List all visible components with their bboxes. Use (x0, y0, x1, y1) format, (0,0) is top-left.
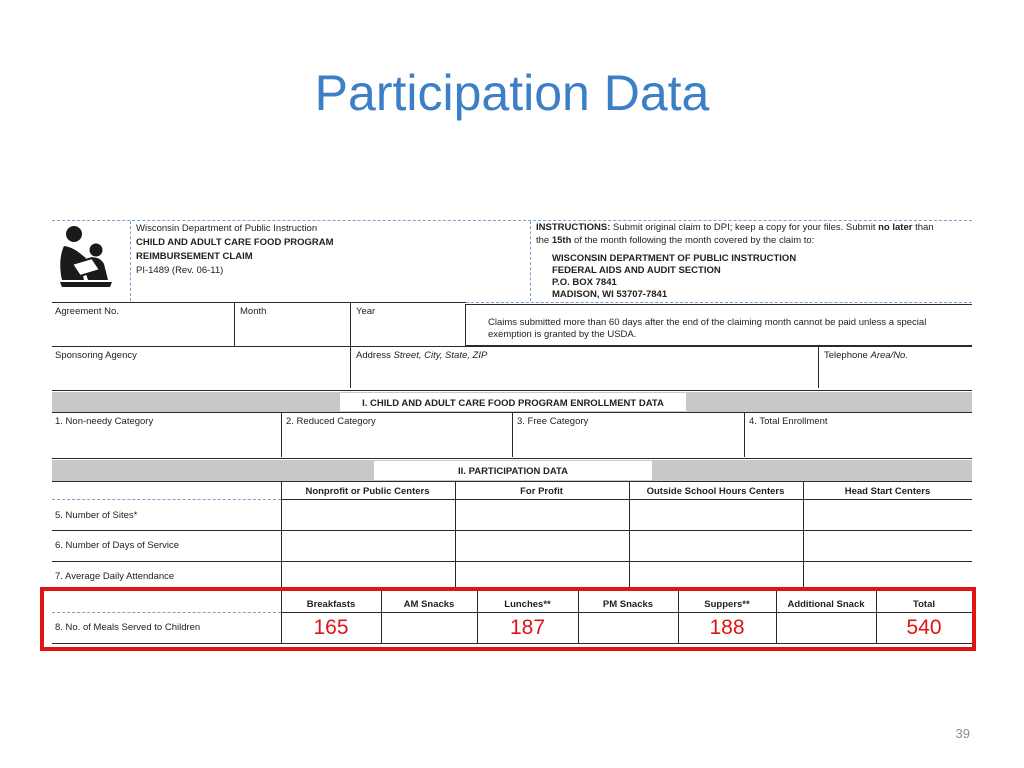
section-2-title: II. PARTICIPATION DATA (458, 466, 568, 477)
mail-address-line-1: WISCONSIN DEPARTMENT OF PUBLIC INSTRUCTION (552, 253, 797, 264)
slide-title: Participation Data (314, 65, 710, 121)
total-value[interactable]: 540 (906, 616, 942, 639)
col-lunches: Lunches** (504, 599, 551, 610)
section-1-title: I. CHILD AND ADULT CARE FOOD PROGRAM ENROLLMENT DATA (362, 398, 664, 409)
col-outside-school-hours: Outside School Hours Centers (646, 486, 785, 497)
month-field[interactable]: Month (240, 306, 267, 317)
mail-address-line-3: P.O. BOX 7841 (552, 277, 617, 288)
col-breakfasts: Breakfasts (306, 599, 356, 610)
claims-note-line-1: Claims submitted more than 60 days after the end of the claiming month cannot be paid unless a special (488, 317, 927, 328)
claim-title: REIMBURSEMENT CLAIM (136, 251, 253, 262)
row-meals-served: 8. No. of Meals Served to Children (55, 622, 201, 633)
col-suppers: Suppers** (704, 599, 750, 610)
meals-row-highlight (40, 587, 976, 651)
col-nonprofit-public: Nonprofit or Public Centers (305, 486, 430, 497)
program-name: CHILD AND ADULT CARE FOOD PROGRAM (136, 237, 334, 248)
claims-note-line-2: exemption is granted by the USDA. (488, 329, 637, 340)
row-days-of-service: 6. Number of Days of Service (55, 540, 180, 551)
reading-parent-child-icon (56, 224, 116, 288)
free-category-field[interactable]: 3. Free Category (517, 416, 589, 427)
col-head-start: Head Start Centers (844, 486, 931, 497)
lunches-value[interactable]: 187 (509, 616, 546, 639)
mail-address-line-2: FEDERAL AIDS AND AUDIT SECTION (552, 265, 721, 276)
address-field[interactable]: Address Street, City, State, ZIP (356, 350, 488, 361)
instructions-line-2: the 15th of the month following the month covered by the claim to: (536, 235, 815, 246)
reduced-category-field[interactable]: 2. Reduced Category (286, 416, 376, 427)
mail-address-line-4: MADISON, WI 53707-7841 (552, 289, 668, 300)
row-average-daily-attendance: 7. Average Daily Attendance (55, 571, 175, 582)
total-enrollment-field[interactable]: 4. Total Enrollment (749, 416, 828, 427)
agreement-no-field[interactable]: Agreement No. (55, 306, 119, 317)
non-needy-category-field[interactable]: 1. Non-needy Category (55, 416, 154, 427)
instructions-divider (530, 221, 531, 301)
form-top-border (52, 220, 972, 221)
slide-number: 39 (955, 726, 970, 741)
col-am-snacks: AM Snacks (403, 599, 455, 610)
instructions-line-1: INSTRUCTIONS: Submit original claim to DPI; keep a copy for your files. Submit no later than (536, 222, 934, 233)
reimbursement-claim-form (52, 218, 972, 648)
col-for-profit: For Profit (520, 486, 563, 497)
form-number: PI-1489 (Rev. 06-11) (136, 265, 224, 276)
col-pm-snacks: PM Snacks (602, 599, 654, 610)
suppers-value[interactable]: 188 (709, 616, 745, 639)
col-additional-snack: Additional Snack (787, 599, 865, 610)
telephone-field[interactable]: Telephone Area/No. (824, 350, 908, 361)
row-number-of-sites: 5. Number of Sites* (55, 510, 138, 521)
sponsoring-agency-field[interactable]: Sponsoring Agency (55, 350, 137, 361)
logo-divider (130, 221, 131, 301)
agency-name: Wisconsin Department of Public Instruction (136, 223, 318, 234)
col-total: Total (913, 599, 935, 610)
year-field[interactable]: Year (356, 306, 376, 317)
breakfasts-value[interactable]: 165 (313, 616, 349, 639)
